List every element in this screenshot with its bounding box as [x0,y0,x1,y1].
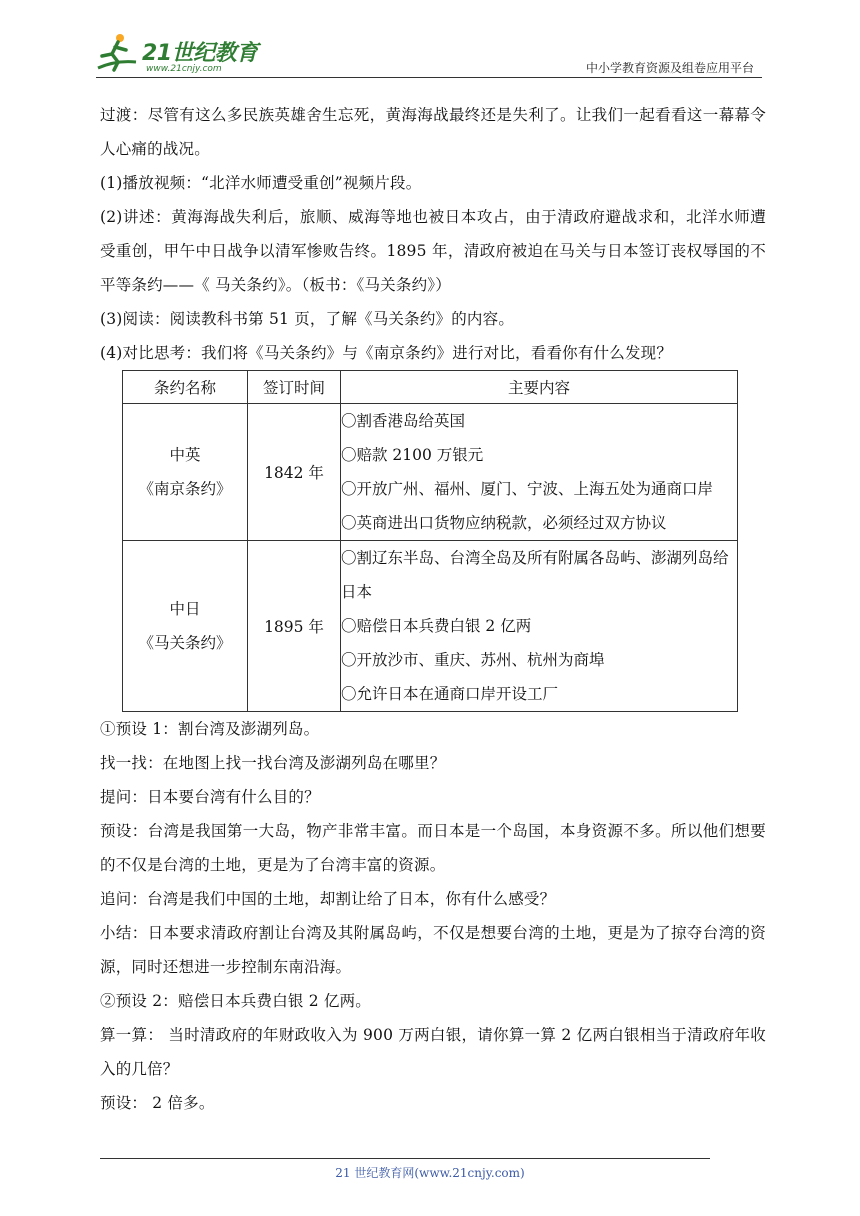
paragraph: 预设：台湾是我国第一大岛，物产非常丰富。而日本是一个岛国，本身资源不多。所以他们想要的不仅是台湾的土地，更是为了台湾丰富的资源。 [100,822,766,874]
paragraph: 追问：台湾是我们中国的土地，却割让给了日本，你有什么感受？ [100,890,556,908]
paragraph: 算一算： 当时清政府的年财政收入为 900 万两白银，请你算一算 2 亿两白银相当于清政府年收入的几倍？ [100,1026,766,1078]
paragraph: ①预设 1：割台湾及澎湖列岛。 [100,720,320,738]
paragraph: (1)播放视频：“北洋水师遭受重创”视频片段。 [100,174,422,192]
treaty-content-cell [341,541,738,712]
treaty-date-cell: 1842 年 [248,404,341,541]
paragraph: (2)讲述：黄海海战失利后，旅顺、威海等地也被日本攻占，由于清政府避战求和，北洋水师遭受重创，甲午中日战争以清军惨败告终。1895 年，清政府被迫在马关与日本签订丧权辱国的不平等条约——《 马关条约》。（板书：《马关条约》） [100,208,766,294]
column-header: 签订时间 [248,371,341,404]
table-row [123,404,738,541]
document-body [100,98,766,1120]
treaty-clause: 〇允许日本在通商口岸开设工厂 [341,685,559,703]
treaty-clause: 〇割辽东半岛、台湾全岛及所有附属各岛屿、澎湖列岛给日本 [341,549,729,601]
logo [96,32,266,76]
treaty-clause: 〇开放沙市、重庆、苏州、杭州为商埠 [341,651,605,669]
column-header: 条约名称 [123,371,248,404]
treaty-date-cell: 1895 年 [248,541,341,712]
paragraph: (4)对比思考：我们将《马关条约》与《南京条约》进行对比，看看你有什么发现？ [100,344,673,362]
logo-url: www.21cnjy.com [146,64,222,74]
paragraph: 提问：日本要台湾有什么目的？ [100,788,320,806]
platform-name: 中小学教育资源及组卷应用平台 [585,61,754,75]
treaty-title: 《马关条约》 [138,634,232,652]
treaty-clause: 〇英商进出口货物应纳税款，必须经过双方协议 [341,514,667,532]
paragraph: ②预设 2：赔偿日本兵费白银 2 亿两。 [100,992,372,1010]
paragraph: (3)阅读：阅读教科书第 51 页，了解《马关条约》的内容。 [100,310,515,328]
runner-logo-icon [96,32,142,76]
treaty-clause: 〇赔偿日本兵费白银 2 亿两 [341,617,532,635]
table-row [123,541,738,712]
treaty-country: 中日 [169,600,201,618]
header-divider [96,77,762,78]
paragraph: 找一找：在地图上找一找台湾及澎湖列岛在哪里？ [100,754,446,772]
paragraph: 预设： 2 倍多。 [100,1094,215,1112]
page-footer: 21 世纪教育网(www.21cnjy.com) [335,1166,525,1180]
treaty-name-cell [123,541,248,712]
treaty-clause: 〇赔款 2100 万银元 [341,446,484,464]
column-header: 主要内容 [341,371,738,404]
treaty-country: 中英 [169,446,201,464]
logo-text: 21世纪教育 [142,41,258,66]
treaty-title: 《南京条约》 [138,480,232,498]
treaty-name-cell [123,404,248,541]
paragraph: 小结：日本要求清政府割让台湾及其附属岛屿，不仅是想要台湾的土地，更是为了掠夺台湾的资源，同时还想进一步控制东南沿海。 [100,924,766,976]
treaty-content-cell [341,404,738,541]
treaty-clause: 〇割香港岛给英国 [341,412,466,430]
treaty-clause: 〇开放广州、福州、厦门、宁波、上海五处为通商口岸 [341,480,714,498]
table-header-row [123,371,738,404]
treaty-comparison-table [122,370,738,712]
paragraph: 过渡：尽管有这么多民族英雄舍生忘死，黄海海战最终还是失利了。让我们一起看看这一幕幕令人心痛的战况。 [100,106,766,158]
footer-divider [100,1158,710,1159]
page-header [96,30,762,78]
